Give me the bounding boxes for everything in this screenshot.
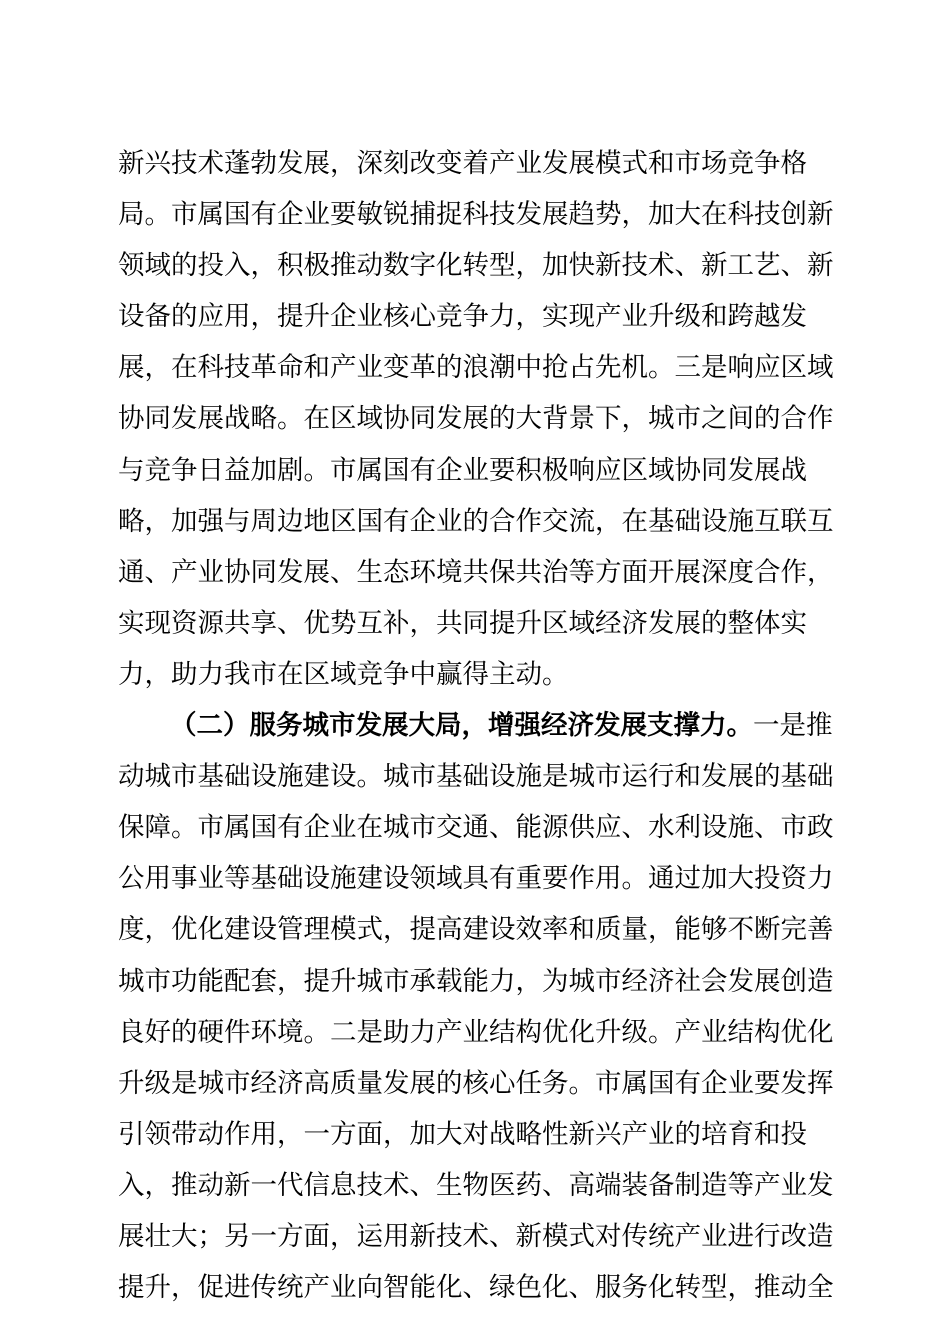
text-line: 升级是城市经济高质量发展的核心任务。市属国有企业要发挥 xyxy=(118,1067,834,1099)
text-line: 展壮大；另一方面，运用新技术、新模式对传统产业进行改造 xyxy=(118,1220,834,1252)
text-line: 提升，促进传统产业向智能化、绿色化、服务化转型，推动全 xyxy=(118,1272,834,1304)
text-line: 局。市属国有企业要敏锐捕捉科技发展趋势，加大在科技创新 xyxy=(118,199,834,231)
text-line: 动城市基础设施建设。城市基础设施是城市运行和发展的基础 xyxy=(118,761,834,793)
section-heading: （二）服务城市发展大局，增强经济发展支撑力。 xyxy=(170,710,753,742)
text-line: 略，加强与周边地区国有企业的合作交流，在基础设施互联互 xyxy=(118,505,834,537)
text-line: 度，优化建设管理模式，提高建设效率和质量，能够不断完善 xyxy=(118,914,834,946)
text-line: 通、产业协同发展、生态环境共保共治等方面开展深度合作， xyxy=(118,556,834,588)
text-line: 实现资源共享、优势互补，共同提升区域经济发展的整体实 xyxy=(118,607,807,639)
text-line: 力，助力我市在区域竞争中赢得主动。 xyxy=(118,658,569,690)
section-heading-continuation: 一是推 xyxy=(753,710,833,742)
text-line: 协同发展战略。在区域协同发展的大背景下，城市之间的合作 xyxy=(118,403,834,435)
text-line: 引领带动作用，一方面，加大对战略性新兴产业的培育和投 xyxy=(118,1118,807,1150)
text-line: 公用事业等基础设施建设领域具有重要作用。通过加大投资力 xyxy=(118,863,834,895)
text-line: 良好的硬件环境。二是助力产业结构优化升级。产业结构优化 xyxy=(118,1016,834,1048)
text-line: 保障。市属国有企业在城市交通、能源供应、水利设施、市政 xyxy=(118,812,834,844)
text-line: 设备的应用，提升企业核心竞争力，实现产业升级和跨越发 xyxy=(118,301,807,333)
body-text xyxy=(118,138,834,1313)
text-line: 与竞争日益加剧。市属国有企业要积极响应区域协同发展战 xyxy=(118,454,807,486)
text-line: 展，在科技革命和产业变革的浪潮中抢占先机。三是响应区域 xyxy=(118,352,834,384)
text-line: 入，推动新一代信息技术、生物医药、高端装备制造等产业发 xyxy=(118,1169,834,1201)
section-heading-line xyxy=(118,700,833,751)
text-line: 领域的投入，积极推动数字化转型，加快新技术、新工艺、新 xyxy=(118,250,834,282)
text-line: 城市功能配套，提升城市承载能力，为城市经济社会发展创造 xyxy=(118,965,834,997)
text-line: 新兴技术蓬勃发展，深刻改变着产业发展模式和市场竞争格 xyxy=(118,148,807,179)
